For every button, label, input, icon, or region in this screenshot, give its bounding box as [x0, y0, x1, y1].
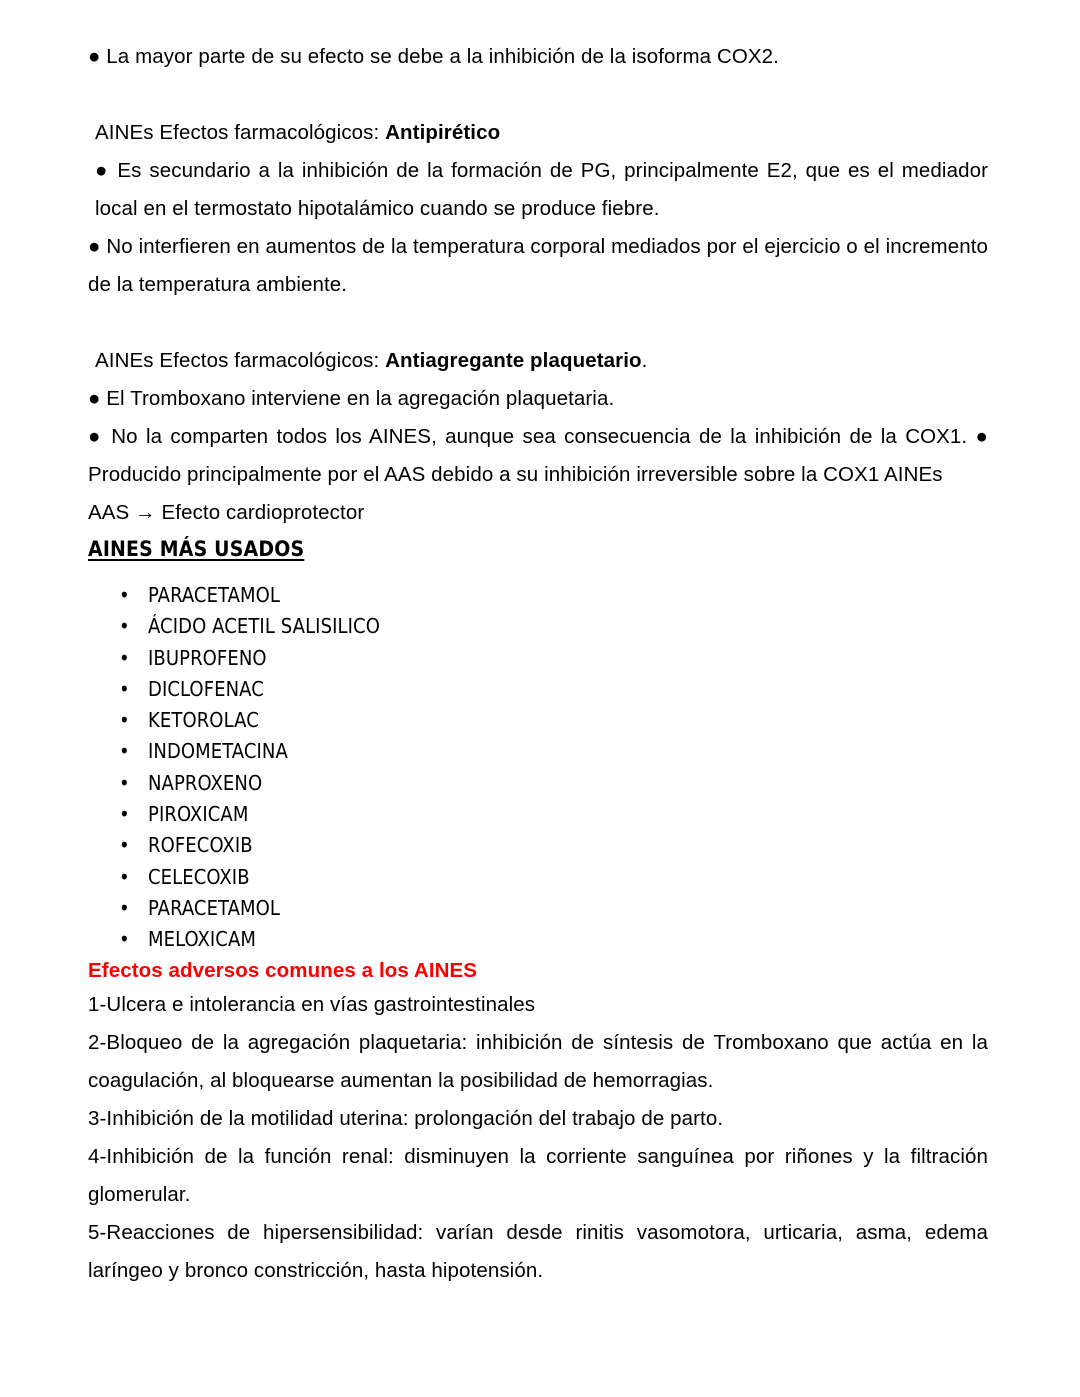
bullet-icon: • — [119, 708, 130, 733]
list-item-label: MELOXICAM — [148, 927, 257, 952]
list-item — [88, 830, 988, 861]
list-item-label: ROFECOXIB — [148, 833, 253, 858]
bullet-icon: • — [119, 927, 130, 952]
list-item — [88, 893, 988, 924]
paragraph-aas-cardioprotector: AAS → Efecto cardioprotector — [88, 501, 365, 524]
document-content — [88, 38, 988, 1290]
list-item — [88, 862, 988, 893]
list-item — [88, 643, 988, 674]
list-item-label: IBUPROFENO — [148, 645, 267, 670]
adverse-item-1: 1-Ulcera e intolerancia en vías gastrointestinales — [88, 992, 536, 1016]
adverse-item-4: 4-Inhibición de la función renal: disminuyen la corriente sanguínea por riñones y la filtración glomerular. — [88, 1144, 988, 1206]
list-item — [88, 580, 988, 611]
list-item — [88, 674, 988, 705]
bullet-icon: • — [119, 739, 130, 764]
paragraph-antiagregante-bullet-1: ● El Tromboxano interviene en la agregación plaquetaria. — [88, 387, 615, 410]
blank-line-1 — [88, 76, 988, 114]
adverse-item-3: 3-Inhibición de la motilidad uterina: prolongación del trabajo de parto. — [88, 1106, 724, 1130]
list-item-label: DICLOFENAC — [148, 676, 264, 701]
bullet-icon: • — [119, 583, 130, 607]
list-item-label: KETOROLAC — [148, 708, 259, 733]
heading-antiagregante — [88, 342, 988, 380]
adverse-item-5: 5-Reacciones de hipersensibilidad: varían desde rinitis vasomotora, urticaria, asma, edema laríngeo y bronco constricción, hasta hipotensión. — [88, 1220, 988, 1282]
list-item-label: CELECOXIB — [148, 864, 250, 889]
blank-line-2 — [88, 304, 988, 342]
list-item-label: PARACETAMOL — [148, 583, 280, 607]
list-item-label: ÁCIDO ACETIL SALISILICO — [148, 614, 380, 639]
heading-antiagregante-suffix: . — [641, 349, 648, 372]
blank-line-3 — [88, 566, 988, 580]
bullet-icon: • — [119, 864, 130, 889]
list-item — [88, 611, 988, 642]
list-item — [88, 768, 988, 799]
bullet-icon: • — [119, 676, 130, 701]
paragraph-antipiretico-bullet-1: ● Es secundario a la inhibición de la formación de PG, principalmente E2, que es el mediador local en el termostato hipotalámico cuando se produce fiebre. — [95, 159, 988, 220]
list-item-label: PIROXICAM — [148, 802, 249, 827]
heading-antiagregante-bold: Antiagregante plaquetario — [385, 349, 642, 372]
heading-antipiretico — [88, 114, 988, 152]
heading-efectos-adversos: Efectos adversos comunes a los AINES — [88, 958, 478, 982]
list-item — [88, 799, 988, 830]
heading-mas-usados: AINES MÁS USADOS — [88, 537, 305, 561]
adverse-item-2: 2-Bloqueo de la agregación plaquetaria: inhibición de síntesis de Tromboxano que actúa en la coagulación, al bloquearse aumentan la posibilidad de hemorragias. — [88, 1030, 988, 1092]
paragraph-antipiretico-bullet-2: ● No interfieren en aumentos de la temperatura corporal mediados por el ejercicio o el incremento de la temperatura ambiente. — [88, 235, 988, 296]
list-item-label: INDOMETACINA — [148, 739, 288, 764]
bullet-icon: • — [119, 895, 130, 920]
heading-antipiretico-bold: Antipirético — [385, 121, 501, 144]
list-item-label: NAPROXENO — [148, 770, 263, 795]
list-item — [88, 705, 988, 736]
bullet-icon: • — [119, 770, 130, 795]
list-item — [88, 924, 988, 955]
drug-list — [88, 580, 988, 956]
paragraph-antiagregante-bullet-2: ● No la comparten todos los AINES, aunque sea consecuencia de la inhibición de la COX1. ● Producido principalmente por el AAS debido a su inhibición irreversible sobre la COX1 AINEs — [88, 425, 988, 486]
bullet-icon: • — [119, 833, 130, 858]
bullet-icon: • — [119, 614, 130, 639]
bullet-icon: • — [119, 802, 130, 827]
heading-antipiretico-prefix: AINEs Efectos farmacológicos: — [95, 121, 386, 144]
list-item — [88, 736, 988, 767]
heading-antiagregante-prefix: AINEs Efectos farmacológicos: — [95, 349, 386, 372]
bullet-icon: • — [119, 645, 130, 670]
list-item-label: PARACETAMOL — [148, 895, 280, 920]
heading-mas-usados-wrap — [88, 532, 988, 566]
paragraph-cox2-effect: ● La mayor parte de su efecto se debe a la inhibición de la isoforma COX2. — [88, 45, 779, 68]
